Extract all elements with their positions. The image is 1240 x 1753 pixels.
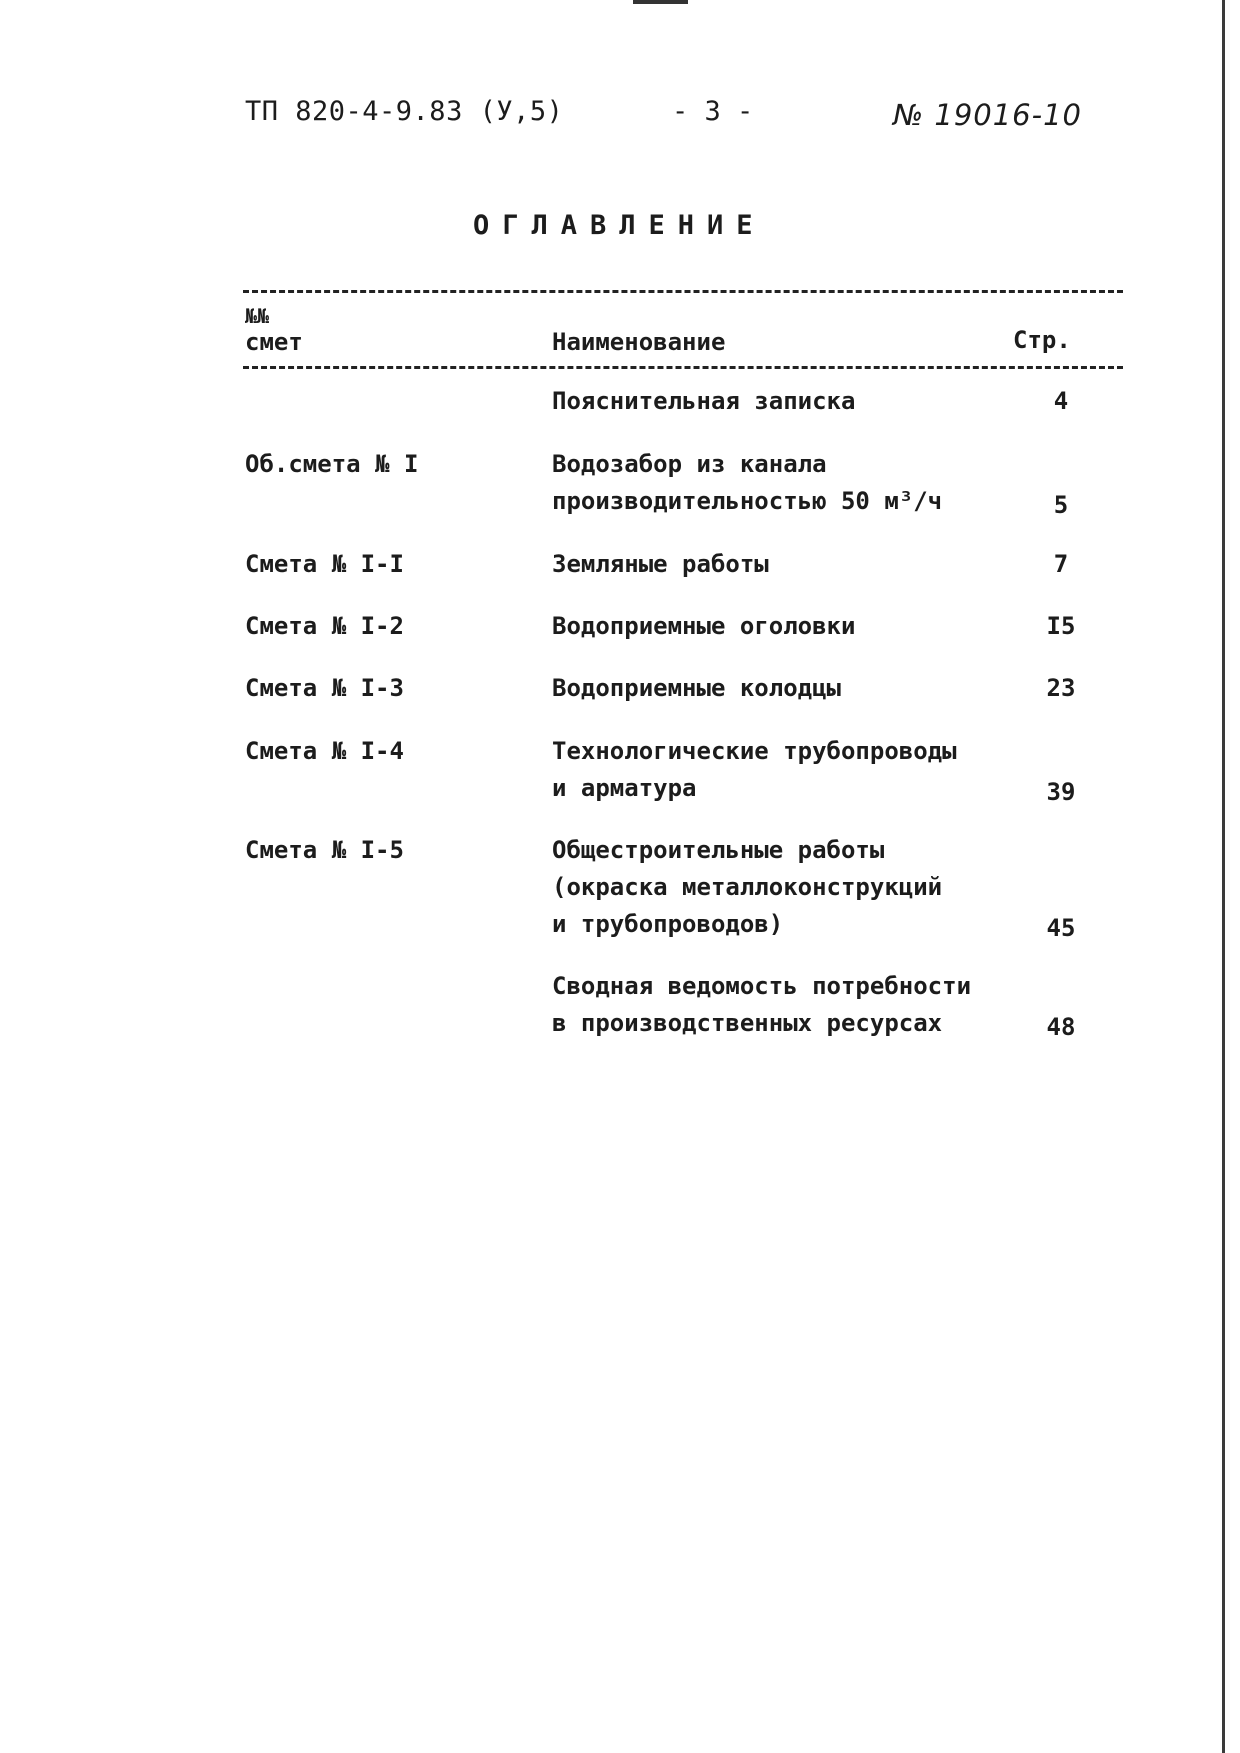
row-estimate-number: Смета № I-4 [245, 737, 404, 765]
table-top-rule [243, 290, 1123, 293]
header-page: Стр. [1013, 326, 1071, 354]
row-name-line: Водозабор из канала [552, 450, 827, 478]
row-page-number: 39 [1046, 778, 1076, 806]
row-name-line: Пояснительная записка [552, 387, 856, 415]
row-estimate-number: Смета № I-5 [245, 836, 404, 864]
row-page-number: I5 [1046, 612, 1076, 640]
row-name-line: Общестроительные работы [552, 836, 885, 864]
row-estimate-number: Смета № I-2 [245, 612, 404, 640]
row-name-line: производительностью 50 м³/ч [552, 487, 943, 515]
row-estimate-number: Смета № I-I [245, 550, 404, 578]
header-name: Наименование [552, 328, 726, 356]
row-name-line: Земляные работы [552, 550, 769, 578]
row-name-line: (окраска металлоконструкций [552, 873, 943, 901]
document-code: ТП 820-4-9.83 (У,5) [245, 96, 564, 127]
header-num-line2: смет [245, 328, 303, 356]
archive-number: № 19016-10 [893, 98, 1082, 132]
row-page-number: 4 [1053, 387, 1069, 415]
row-name-line: Сводная ведомость потребности [552, 972, 972, 1000]
row-name-line: Технологические трубопроводы [552, 737, 957, 765]
scan-edge-right [1222, 0, 1225, 1753]
row-page-number: 45 [1046, 914, 1076, 942]
row-name-line: Водоприемные колодцы [552, 674, 841, 702]
row-page-number: 5 [1053, 491, 1069, 519]
header-num-line1: №№ [245, 304, 270, 328]
row-name-line: в производственных ресурсах [552, 1009, 943, 1037]
row-estimate-number: Об.смета № I [245, 450, 419, 478]
row-name-line: и трубопроводов) [552, 910, 784, 938]
table-header-rule [243, 366, 1123, 369]
row-page-number: 48 [1046, 1013, 1076, 1041]
page-number: - 3 - [672, 96, 754, 127]
row-page-number: 23 [1046, 674, 1076, 702]
row-page-number: 7 [1053, 550, 1069, 578]
row-estimate-number: Смета № I-3 [245, 674, 404, 702]
page-title: ОГЛАВЛЕНИЕ [473, 210, 766, 241]
scan-edge-top [633, 0, 688, 4]
row-name-line: Водоприемные оголовки [552, 612, 856, 640]
row-name-line: и арматура [552, 774, 697, 802]
